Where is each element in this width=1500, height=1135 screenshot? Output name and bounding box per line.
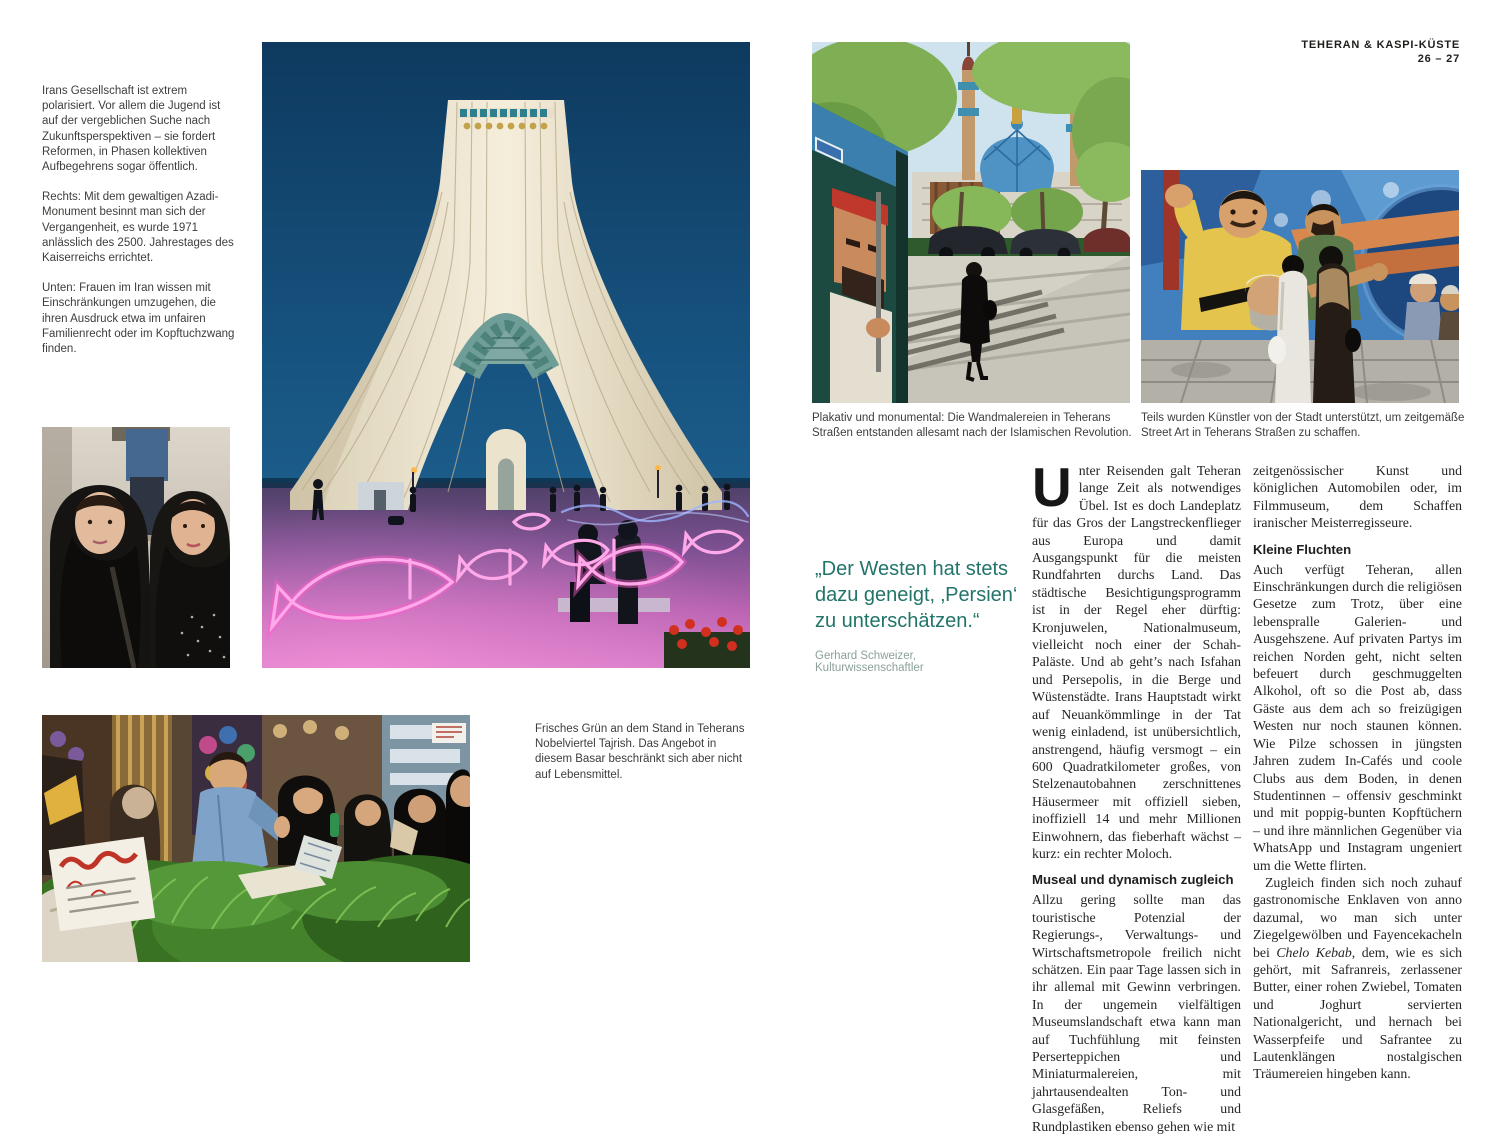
drop-cap: U bbox=[1032, 456, 1072, 518]
section-title: TEHERAN & KASPI-KÜSTE bbox=[1301, 39, 1460, 51]
article-text: , dem, wie es sich gehört, mit Safranreis, zerlassener Butter, einer rohen Zwiebel, Tomaten und Joghurt servierten Nationalgericht, und hernach bei Wasserpfeife und Safrantee zu Lautenklängen nostalgischen Träumereien hingeben kann. bbox=[1253, 944, 1462, 1082]
page-numbers: 26 – 27 bbox=[1417, 53, 1460, 65]
caption-society: Irans Gesellschaft ist extrem polarisiert. Vor allem die Jugend ist auf der vergeblichen Suche nach Zukunftsperspektiven – sie fordert Reformen, in Phasen kollektiven Aufbegehrens sogar öffentlich. bbox=[42, 85, 221, 174]
mural-street-caption-text: Plakativ und monumental: Die Wandmalereien in Teherans Straßen entstanden allesamt nach der Islamischen Revolution. bbox=[812, 412, 1132, 440]
article-text-italic: Chelo Kebab bbox=[1276, 944, 1352, 960]
article-subhead-fluchten: Kleine Fluchten bbox=[1253, 541, 1352, 557]
margin-caption-block bbox=[42, 84, 238, 372]
pull-quote-text: „Der Westen hat stets dazu geneigt, ‚Persien‘ zu unterschätzen.“ bbox=[815, 558, 1018, 632]
azadi-monument-photo bbox=[262, 42, 750, 668]
article-text: nter Reisenden galt Teheran lange Zeit als notwendiges Übel. Ist es doch Landeplatz für das Gros der Langstreckenflieger aus Europa und damit Ausgangspunkt für die meisten Rundfahrten durchs Land. Das städtische Besichtigungsprogramm ist in der Regel eher dürftig: Kronjuwelen, Nationalmuseum, vielleicht noch einer der Schah-Paläste. Und ab geht’s nach Isfahan und Persepolis, in die Berge und Wüstenstädte. Irans Hauptstadt wirkt auf Neuankömmlinge in der Tat wenig einladend, ist unübersichtlich, anstrengend, häufig versmogt – ein 600 Quadratkilometer großes, von Stelzenautobahnen zerschnittenes Häusermeer mit offiziell sieben, inoffiziell 14 und mehr Millionen Einwohnern, das fieberhaft wächst – kurz: ein rechter Moloch. bbox=[1032, 463, 1241, 861]
article-paragraph bbox=[1032, 456, 1241, 862]
war-mural-caption bbox=[1141, 411, 1473, 441]
women-portrait-art bbox=[42, 427, 230, 668]
bazaar-art bbox=[42, 715, 470, 962]
bazaar-caption-text: Frisches Grün an dem Stand in Teherans Nobelviertel Tajrish. Das Angebot in diesem Basar beschränkt sich aber nicht auf Lebensmittel. bbox=[535, 723, 745, 781]
mural-street-art bbox=[812, 42, 1130, 403]
war-mural-art bbox=[1141, 170, 1459, 403]
caption-women: Unten: Frauen im Iran wissen mit Einschränkungen umzugehen, die ihren Ausdruck etwa im unfairen Familienrecht oder im Kopftuchzwang finden. bbox=[42, 282, 235, 356]
article-text: Zugleich finden sich noch zuhauf gastronomische Enklaven von anno dazumal, wo man sich unter Ziegelgewölben und Fayencekacheln bei bbox=[1253, 874, 1462, 960]
war-mural-caption-text: Teils wurden Künstler von der Stadt unterstützt, um zeitgemäße Street Art in Teherans Straßen zu schaffen. bbox=[1141, 412, 1465, 440]
article-column-2 bbox=[1253, 462, 1462, 1083]
article-column-1 bbox=[1032, 456, 1241, 1135]
bazaar-photo bbox=[42, 715, 470, 962]
article-subhead-museal: Museal und dynamisch zugleich bbox=[1032, 872, 1234, 888]
article-paragraph: Allzu gering sollte man das touristische Potenzial der Regierungs-, Verwaltungs- und Wirtschaftsmetropole freilich nicht schätzen. Ein paar Tage lassen sich in ihr allemal mit Gewinn verbringen. In der ungemein vielfältigen Museumslandschaft etwa kann man auf Tuchfühlung mit feinsten Perserteppichen und Miniaturmalereien, mit jahrtausendealten Ton- und Glasgefäßen, Reliefs und Rundplastiken ebenso gehen wie mit bbox=[1032, 892, 1241, 1134]
women-portrait-photo bbox=[42, 427, 230, 668]
bazaar-caption bbox=[535, 722, 753, 783]
caption-azadi: Rechts: Mit dem gewaltigen Azadi-Monument besinnt man sich der Vergangenheit, es wurde 1971 anlässlich des 2500. Jahrestages des Kaiserreichs errichtet. bbox=[42, 191, 234, 265]
article-paragraph: Auch verfügt Teheran, allen Einschränkungen durch die religiösen Gesetze zum Trotz, über eine lebenspralle Galerien- und Ausgehszene. Auf privaten Partys im reichen Norden geht, nicht selten befeuert durch geschmuggelten Alkohol, oft so die Post ab, dass Gäste aus dem ach so freizügigen Westen nur noch staunen können. Wie Pilze schossen in jüngsten Jahren zudem In-Cafés und coole Clubs aus dem Boden, in denen Studentinnen – offensiv geschminkt und mit poppig-bunten Kopftüchern – und ihre männlichen Gegenüber via WhatsApp und Instagram ungeniert um die Wette flirten. bbox=[1253, 561, 1462, 873]
article-paragraph: zeitgenössischer Kunst und königlichen Automobilen oder, im Filmmuseum, dem Schaffen iranischer Meisterregisseure. bbox=[1253, 463, 1462, 531]
page-header bbox=[1301, 38, 1460, 66]
pull-quote bbox=[815, 556, 1020, 674]
article-paragraph bbox=[1253, 874, 1462, 1083]
war-mural-photo bbox=[1141, 170, 1459, 403]
pull-quote-attribution: Gerhard Schweizer, Kulturwissenschaftler bbox=[815, 650, 924, 674]
azadi-monument-art bbox=[262, 42, 750, 668]
mural-street-photo bbox=[812, 42, 1130, 403]
mural-street-caption bbox=[812, 411, 1144, 441]
